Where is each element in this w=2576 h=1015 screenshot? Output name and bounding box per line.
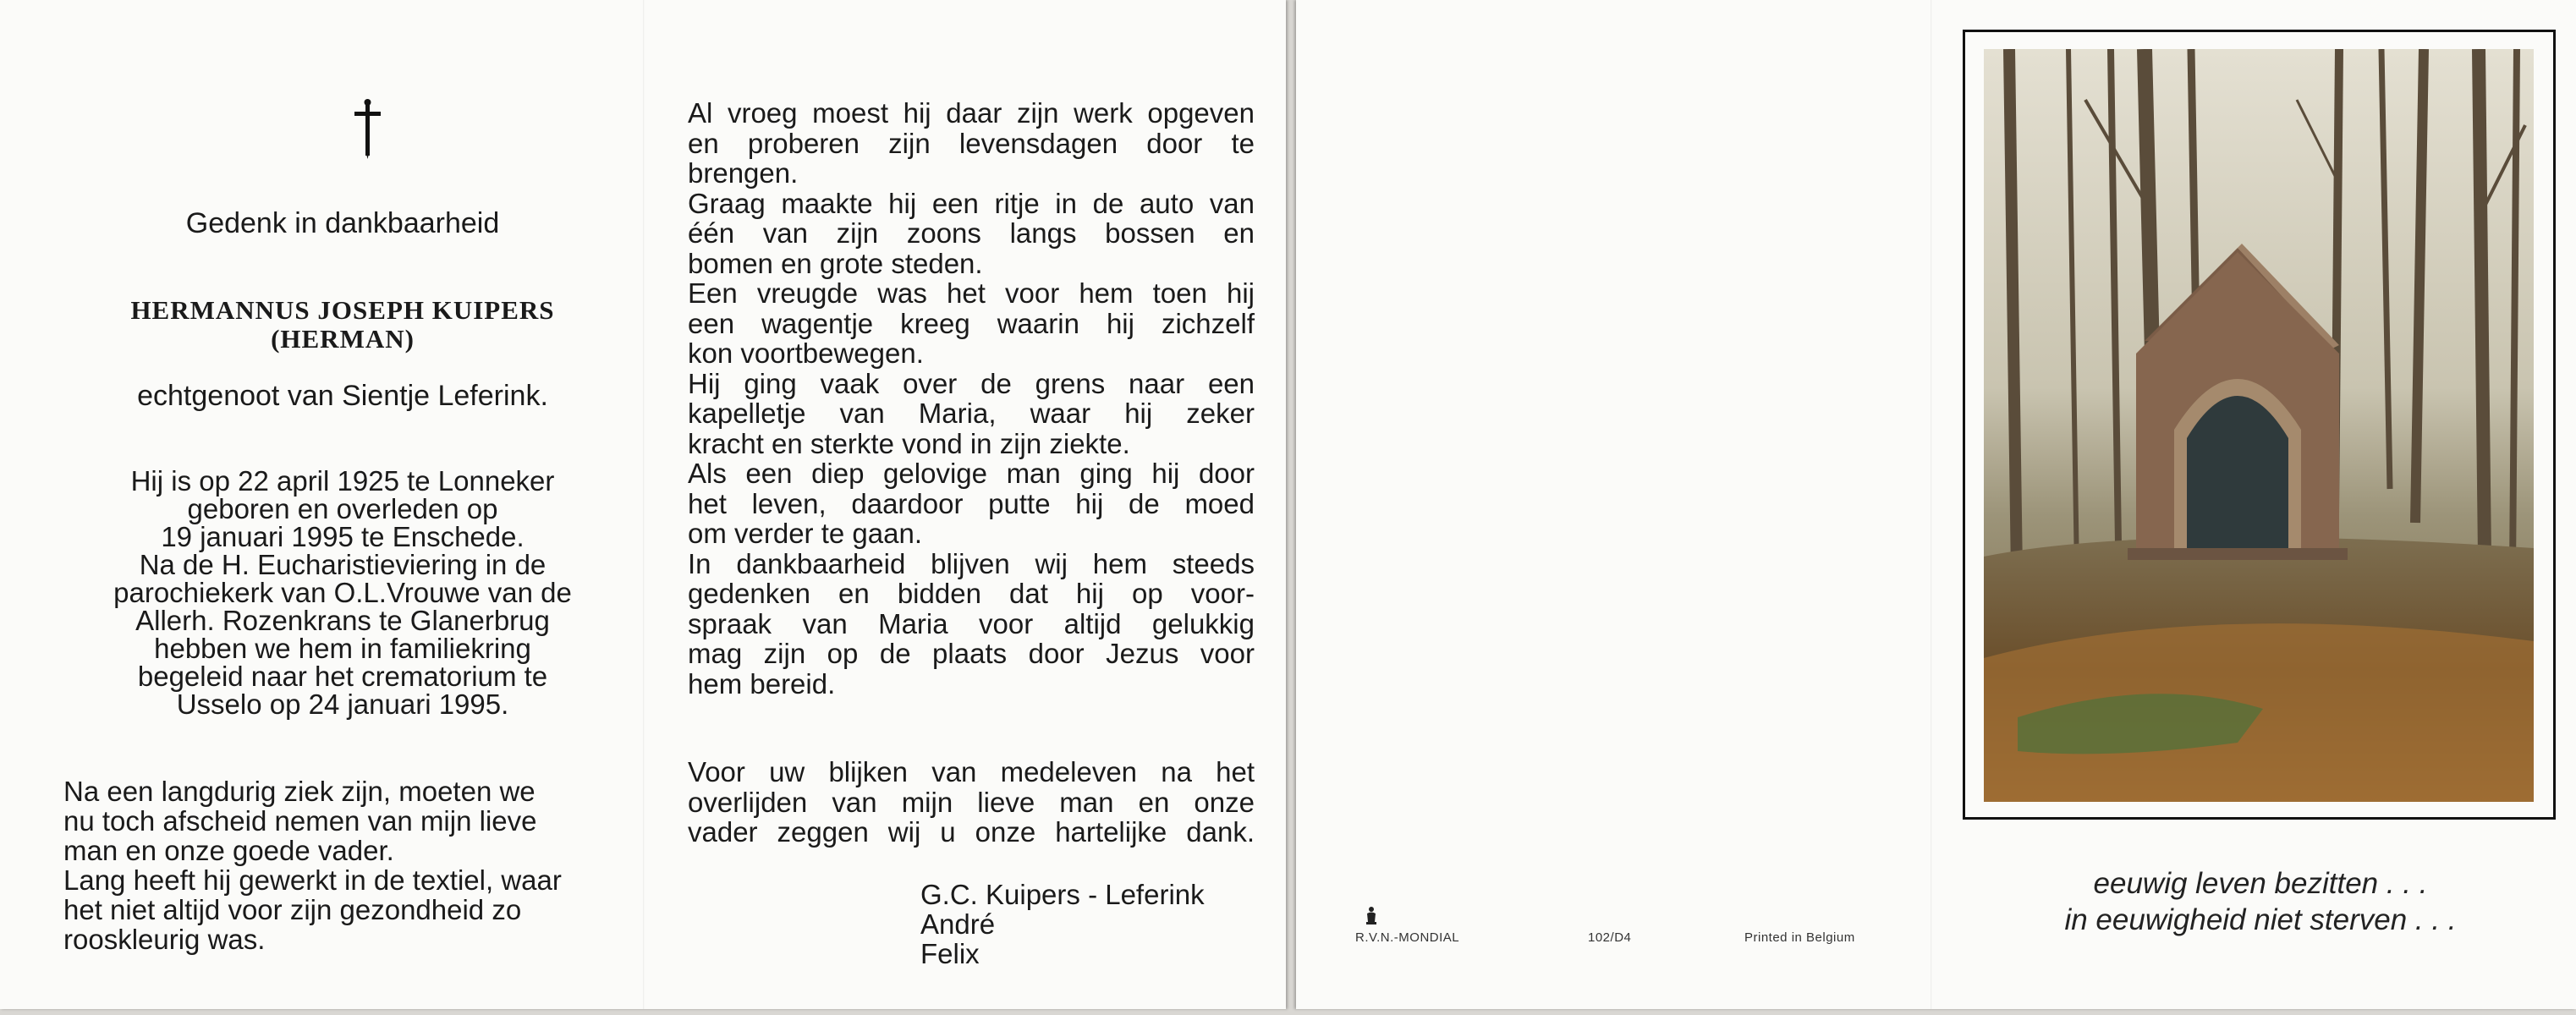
text-line: In dankbaarheid blijven wij hem steeds: [688, 547, 1255, 579]
printed-note: Printed in Belgium: [1744, 930, 1855, 945]
quote-line-1: eeuwig leven bezitten . . .: [2093, 867, 2428, 900]
story-paragraph: [688, 98, 1255, 699]
inside-spread: [0, 0, 1286, 1009]
bio-line: hebben we hem in familiekring: [154, 633, 531, 664]
text-line: nu toch afscheid nemen van mijn lieve: [63, 805, 537, 837]
bio-line: Usselo op 24 januari 1995.: [176, 689, 509, 720]
text-line: overlijden van mijn lieve man en onze: [688, 786, 1255, 818]
publisher-logo-icon: [1364, 905, 1379, 925]
text-line: Hij ging vaak over de grens naar een: [688, 367, 1255, 399]
signatory: Felix: [920, 938, 980, 969]
text-line: Na een langdurig ziek zijn, moeten we: [63, 776, 536, 807]
chapel-in-misty-forest-photo: [1984, 49, 2534, 802]
bio-line: geboren en overleden op: [187, 493, 498, 524]
text-line: Voor uw blijken van medeleven na het: [688, 756, 1255, 787]
bio-line: parochiekerk van O.L.Vrouwe van de: [113, 577, 572, 608]
biography: [47, 467, 639, 718]
text-line: man en onze goede vader.: [63, 835, 394, 866]
deceased-nickname: (HERMAN): [271, 324, 415, 354]
photo-frame: [1963, 30, 2556, 820]
signatories: [920, 880, 1205, 968]
text-line: bomen en grote steden.: [688, 247, 983, 279]
text-line: het niet altijd voor zijn gezondheid zo: [63, 894, 522, 925]
card-code: 102/D4: [1588, 930, 1632, 945]
bio-line: 19 januari 1995 te Enschede.: [161, 521, 525, 552]
closing-paragraph: [63, 776, 673, 954]
text-line: Al vroeg moest hij daar zijn werk opgeven: [688, 97, 1255, 129]
text-line: gedenken en bidden dat hij op voor-: [688, 578, 1255, 609]
text-line: hem bereid.: [688, 667, 836, 700]
text-line: het leven, daardoor putte hij de moed: [688, 487, 1255, 519]
signatory: G.C. Kuipers - Leferink: [920, 879, 1205, 910]
cross-icon: [343, 95, 393, 162]
heading: Gedenk in dankbaarheid: [185, 207, 500, 239]
text-line: om verder te gaan.: [688, 518, 922, 549]
bio-line: Hij is op 22 april 1925 te Lonneker: [130, 465, 555, 497]
text-line: Een vreugde was het voor hem toen hij: [688, 277, 1255, 309]
text-line: Als een diep gelovige man ging hij door: [688, 458, 1255, 489]
spouse-line: echtgenoot van Sientje Leferink.: [137, 380, 548, 412]
text-line: kapelletje van Maria, waar hij zeker: [688, 398, 1255, 429]
text-line: één van zijn zoons langs bossen en: [688, 217, 1255, 249]
bio-line: Allerh. Rozenkrans te Glanerbrug: [135, 605, 550, 636]
thanks-paragraph: [688, 757, 1255, 848]
signatory: André: [920, 908, 996, 940]
text-line: en proberen zijn levensdagen door te: [688, 127, 1255, 159]
text-line: kracht en sterkte vond in zijn ziekte.: [688, 427, 1130, 459]
text-line: een wagentje kreeg waarin hij zichzelf: [688, 307, 1255, 339]
text-line: rooskleurig was.: [63, 924, 266, 955]
text-line: vader zeggen wij u onze hartelijke dank.: [688, 816, 1255, 848]
quote-line-2: in eeuwigheid niet sterven . . .: [2064, 903, 2457, 936]
center-fold: [1931, 0, 1932, 1009]
bio-line: Na de H. Eucharistieviering in de: [139, 549, 547, 580]
text-line: kon voortbewegen.: [688, 337, 924, 369]
text-line: Lang heeft hij gewerkt in de textiel, waar: [63, 864, 562, 896]
text-line: spraak van Maria voor altijd gelukkig: [688, 607, 1255, 639]
text-line: brengen.: [688, 157, 799, 189]
outside-spread: [1296, 0, 2576, 1009]
publisher-name: R.V.N.-MONDIAL: [1355, 930, 1460, 945]
deceased-name: HERMANNUS JOSEPH KUIPERS: [130, 295, 555, 325]
text-line: Graag maakte hij een ritje in de auto van: [688, 187, 1255, 219]
bio-line: begeleid naar het crematorium te: [137, 661, 548, 692]
text-line: mag zijn op de plaats door Jezus voor: [688, 638, 1255, 669]
